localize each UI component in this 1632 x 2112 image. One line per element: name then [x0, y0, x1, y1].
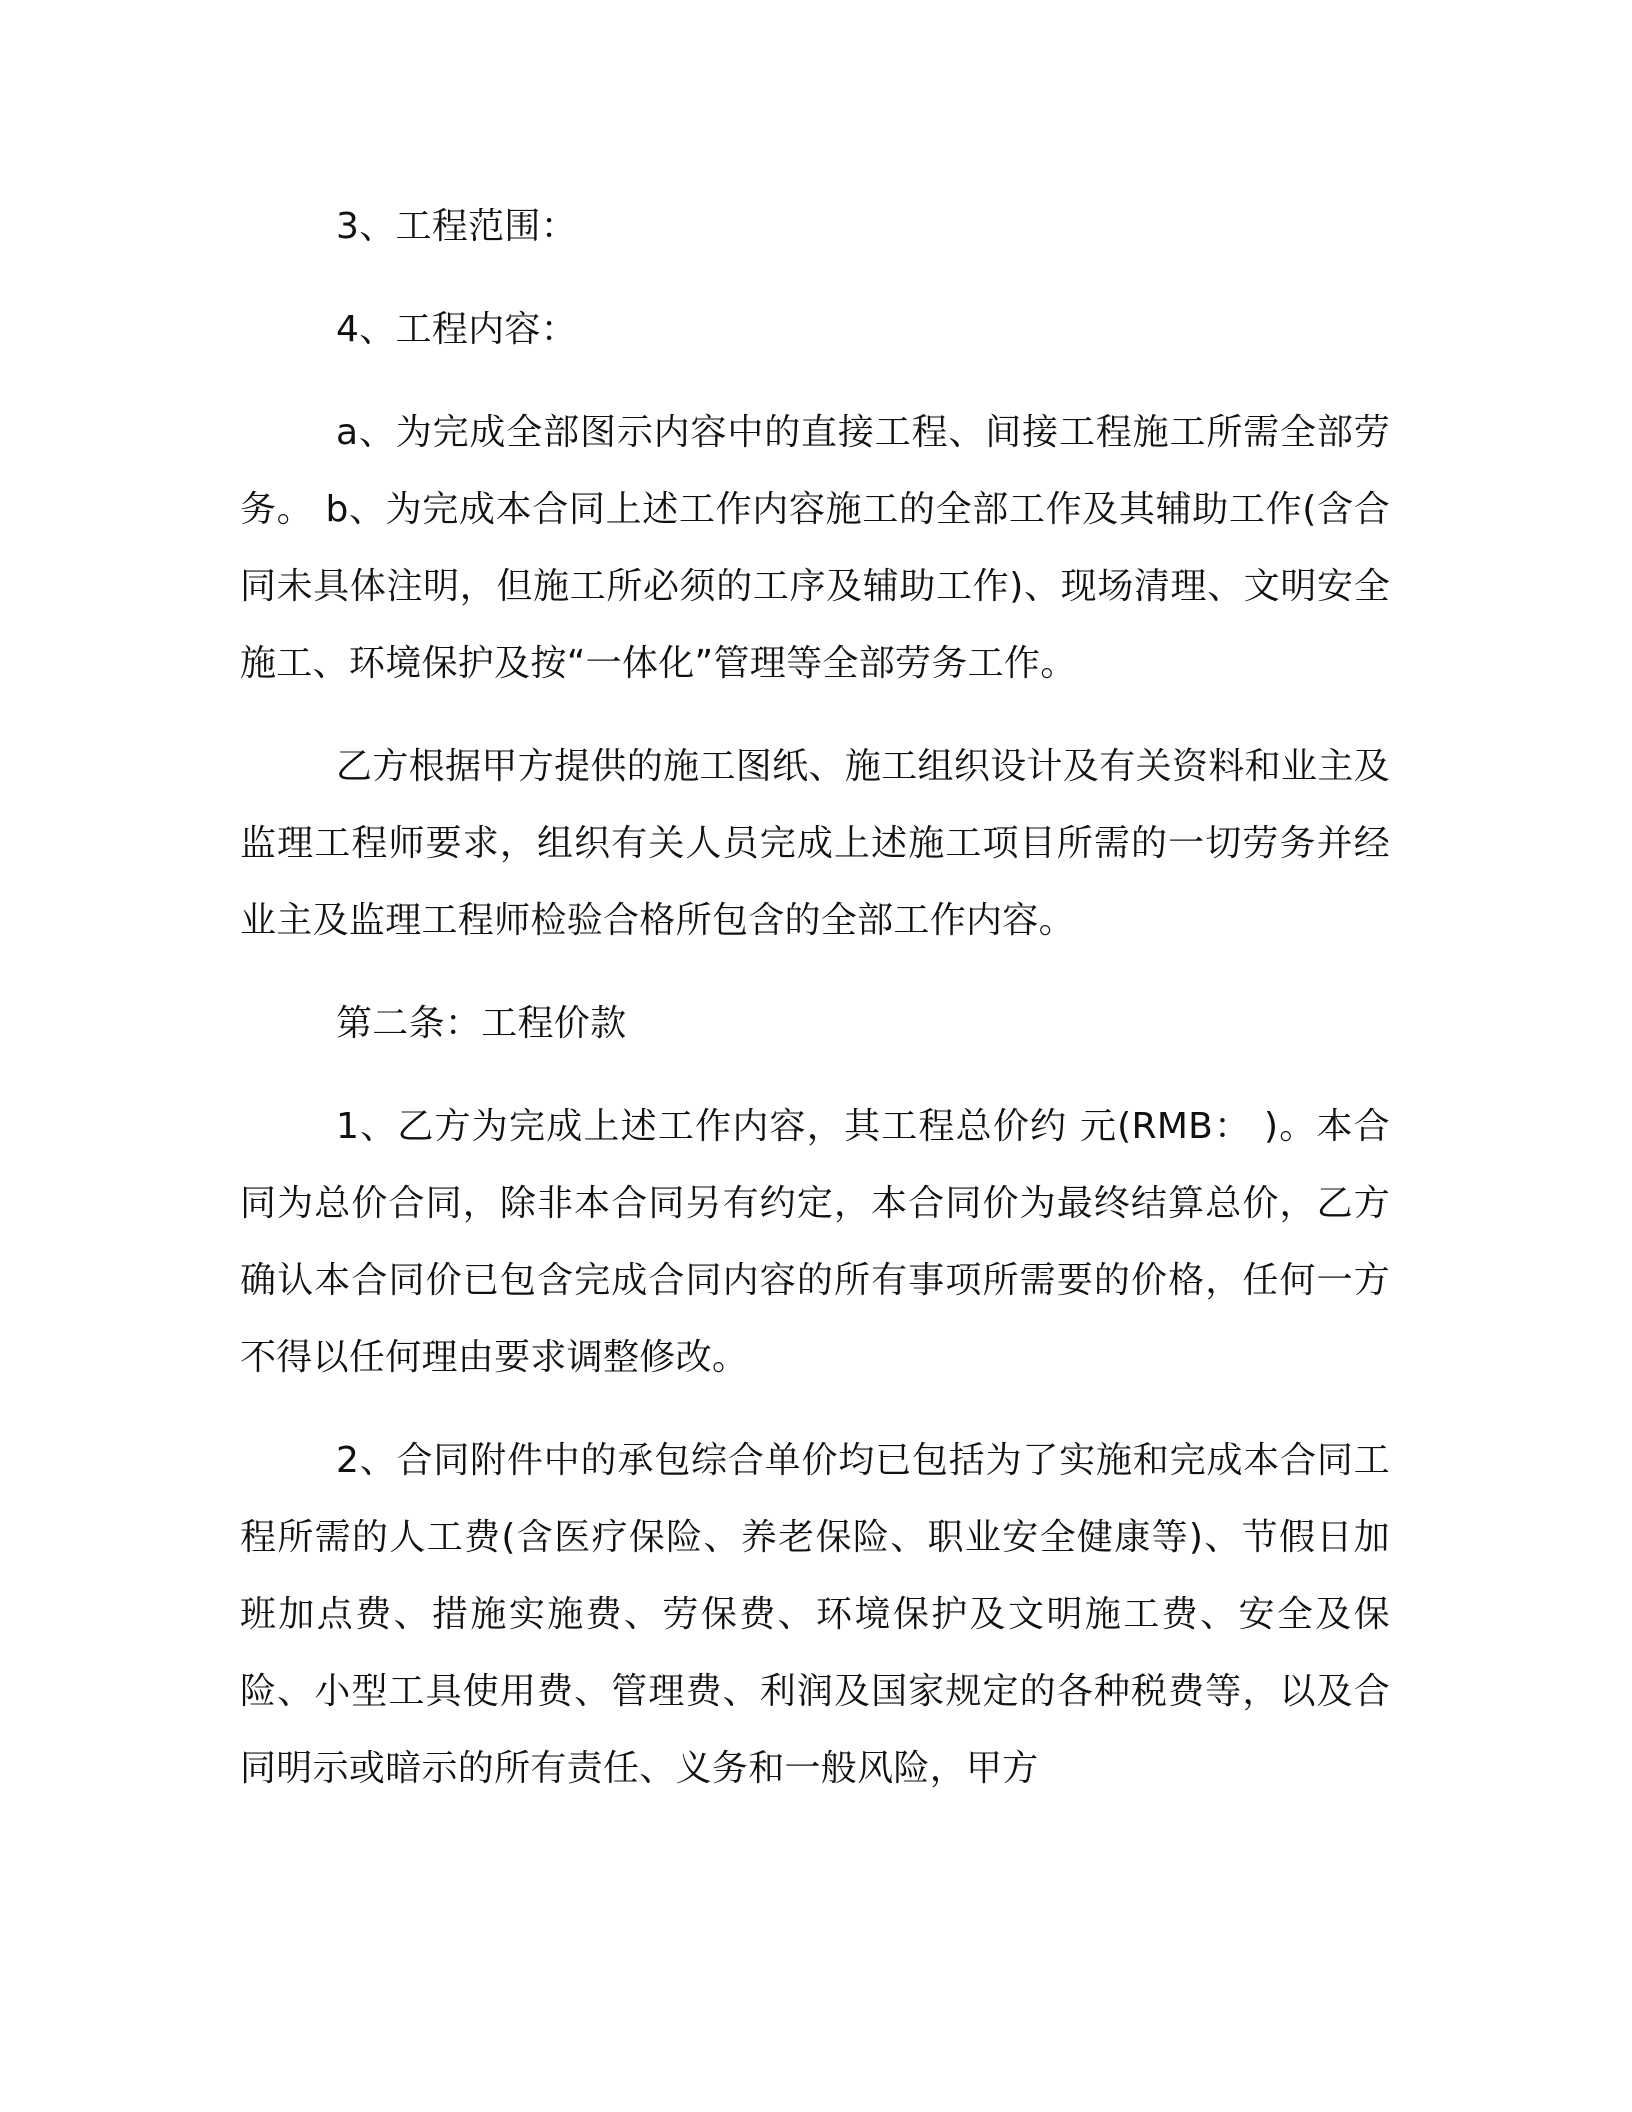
paragraph-unit-price: 2、合同附件中的承包综合单价均已包括为了实施和完成本合同工程所需的人工费(含医疗保险、养老保险、职业安全健康等)、节假日加班加点费、措施实施费、劳保费、环境保护及文明施工费、安全及保险、小型工具使用费、管理费、利润及国家规定的各种税费等，以及合同明示或暗示的所有责任、义务和一般风险，甲方: [240, 1440, 1390, 1789]
paragraph-total-price: 1、乙方为完成上述工作内容，其工程总价约 元(RMB： )。本合同为总价合同，除非本合同另有约定，本合同价为最终结算总价，乙方确认本合同价已包含完成合同内容的所有事项所需要的价格，任何一方不得以任何理由要求调整修改。: [240, 1106, 1390, 1378]
paragraph-party-b-obligations: 乙方根据甲方提供的施工图纸、施工组织设计及有关资料和业主及监理工程师要求，组织有关人员完成上述施工项目所需的一切劳务并经业主及监理工程师检验合格所包含的全部工作内容。: [240, 746, 1390, 941]
article-2-heading: 第二条：工程价款: [336, 1003, 627, 1044]
clause-4-engineering-content: 4、工程内容：: [336, 309, 578, 350]
document-body: [240, 188, 1390, 1833]
clause-3-engineering-scope: 3、工程范围：: [336, 206, 578, 247]
paragraph-labor-services: a、为完成全部图示内容中的直接工程、间接工程施工所需全部劳务。 b、为完成本合同上述工作内容施工的全部工作及其辅助工作(含合同未具体注明，但施工所必须的工序及辅助工作)、现场清理、文明安全施工、环境保护及按“一体化”管理等全部劳务工作。: [240, 412, 1390, 684]
